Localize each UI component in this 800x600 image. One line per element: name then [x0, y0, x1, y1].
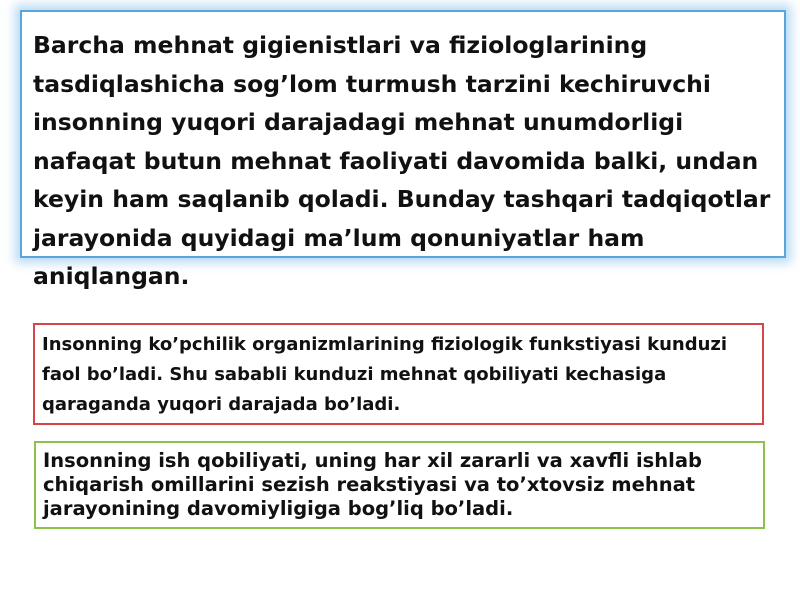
intro-paragraph: Barcha mehnat gigienistlari va fiziologlarining tasdiqlashicha sog’lom turmush tarzini kechiruvchi insonning yuqori darajadagi mehnat unumdorligi nafaqat butun mehnat faoliyati davomida balki, undan keyin ham saqlanib qoladi. Bunday tashqari tadqiqotlar jarayonida quyidagi ma’lum qonuniyatlar ham aniqlangan. — [33, 31, 771, 290]
daytime-physiology-paragraph: Insonning ko’pchilik organizmlarining fiziologik funkstiyasi kunduzi faol bo’ladi. Shu sababli kunduzi mehnat qobiliyati kechasiga qaraganda yuqori darajada bo’ladi. — [42, 334, 728, 415]
work-capacity-box — [34, 441, 765, 529]
work-capacity-paragraph: Insonning ish qobiliyati, uning har xil zararli va xavfli ishlab chiqarish omillarini sezish reakstiyasi va to’xtovsiz mehnat jarayonining davomiyligiga bog’liq bo’ladi. — [43, 449, 702, 520]
intro-text-box — [20, 10, 786, 290]
daytime-physiology-box — [33, 323, 764, 425]
